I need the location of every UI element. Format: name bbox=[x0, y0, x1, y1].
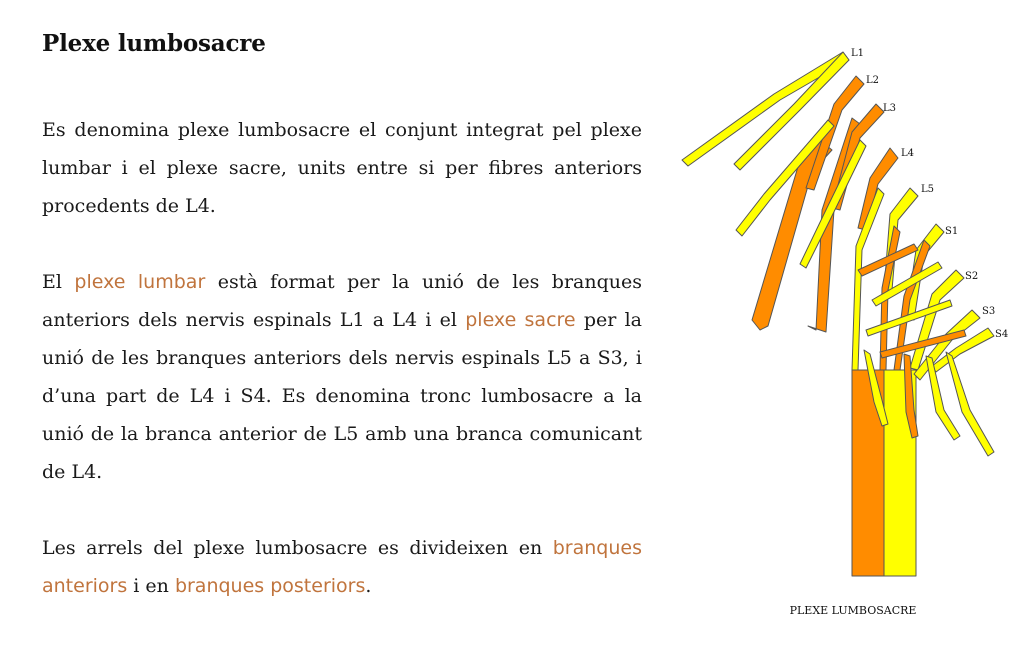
figure-caption: PLEXE LUMBOSACRE bbox=[789, 604, 917, 617]
label-l4: L4 bbox=[901, 148, 915, 159]
label-l5: L5 bbox=[921, 184, 935, 195]
text-segment: El bbox=[42, 271, 75, 293]
plexus-diagram bbox=[672, 40, 1024, 630]
label-l2: L2 bbox=[866, 75, 880, 86]
branch-l4-yellow bbox=[852, 188, 884, 370]
article-body bbox=[42, 111, 642, 605]
paragraph-composition bbox=[42, 263, 642, 491]
label-l1: L1 bbox=[851, 48, 865, 59]
label-s4: S4 bbox=[995, 329, 1009, 340]
label-l3: L3 bbox=[883, 103, 897, 114]
link-plexe-lumbar[interactable]: plexe lumbar bbox=[74, 271, 206, 293]
page-title: Plexe lumbosacre bbox=[42, 30, 266, 57]
branch-lower-right bbox=[946, 352, 994, 456]
paragraph-intro: Es denomina plexe lumbosacre el conjunt integrat pel plexe lumbar i el plexe sacre, units entre si per fibres anteriors procedents de L4. bbox=[42, 119, 642, 217]
text-segment: i en bbox=[127, 575, 175, 597]
link-branques-anteriors[interactable]: branques anteriors bbox=[42, 537, 642, 597]
text-segment: està format per la unió de les branques anteriors dels nervis espinals L1 a L4 i el bbox=[42, 271, 642, 331]
link-plexe-sacre[interactable]: plexe sacre bbox=[465, 309, 576, 331]
label-s3: S3 bbox=[982, 306, 996, 317]
text-segment: Les arrels del plexe lumbosacre es divideixen en bbox=[42, 537, 553, 559]
link-branques-posteriors[interactable]: branques posteriors bbox=[174, 575, 366, 597]
label-s2: S2 bbox=[965, 271, 979, 282]
text-segment: per la unió de les branques anteriors dels nervis espinals L5 a S3, i d’una part de L4 i S4. Es denomina tronc lumbosacre a la unió de la branca anterior de L5 amb una branca comunicant de L4. bbox=[42, 309, 642, 483]
text-segment: . bbox=[365, 575, 372, 597]
paragraph-branches bbox=[42, 529, 642, 605]
label-s1: S1 bbox=[945, 226, 959, 237]
